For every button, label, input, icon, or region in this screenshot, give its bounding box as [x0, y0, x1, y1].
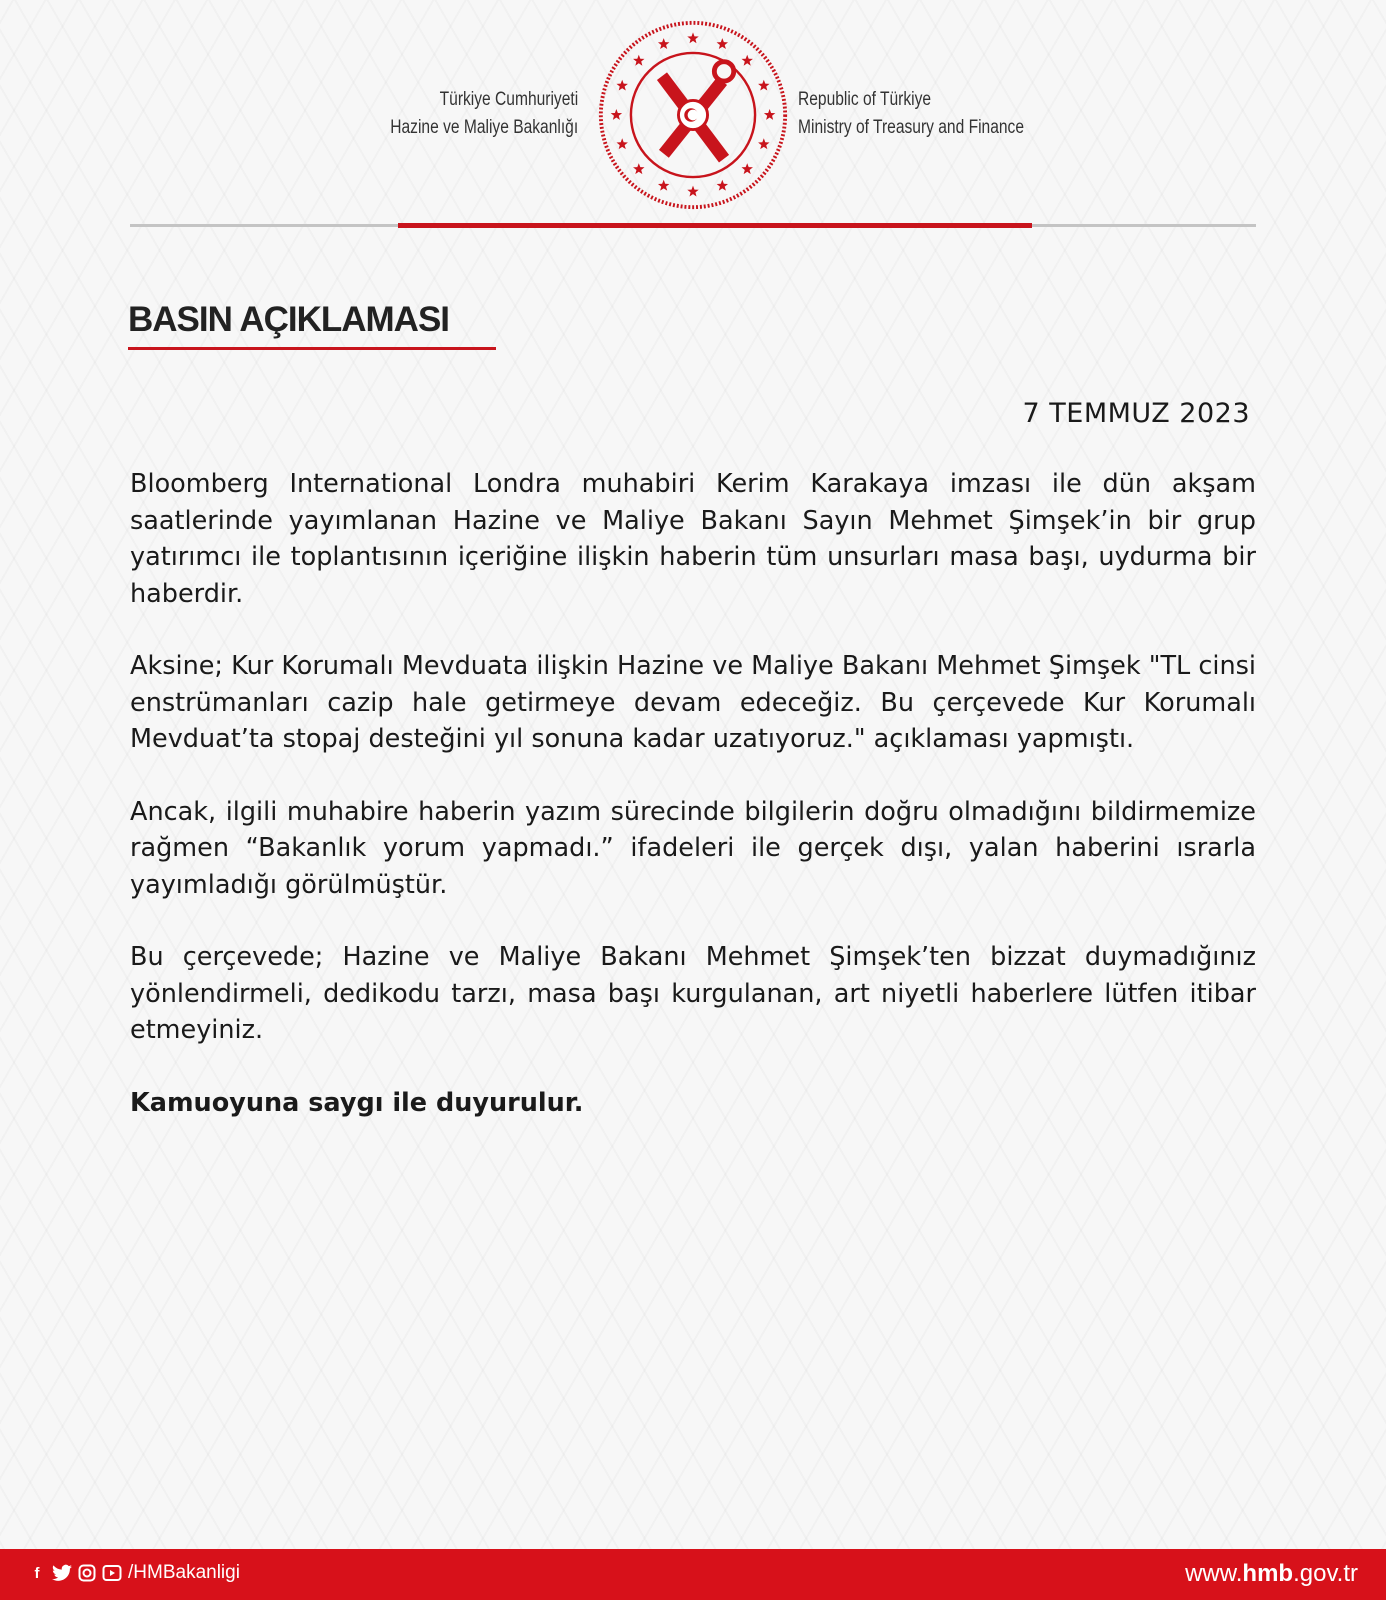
star-icon — [616, 80, 627, 91]
star-icon — [658, 38, 669, 49]
social-handle[interactable]: /HMBakanligi — [128, 1562, 240, 1583]
star-icon — [611, 109, 622, 120]
ministry-tr-line1: Türkiye Cumhuriyeti — [439, 89, 578, 110]
website-suffix: .gov.tr — [1293, 1560, 1358, 1587]
website-domain: hmb — [1242, 1560, 1294, 1587]
star-icon — [764, 109, 775, 120]
website-prefix: www. — [1185, 1560, 1243, 1587]
footer-bar — [0, 1549, 1386, 1600]
page-title: BASIN AÇIKLAMASI — [128, 300, 450, 339]
star-icon — [758, 138, 769, 149]
ministry-en-line1: Republic of Türkiye — [798, 89, 932, 110]
website-link[interactable] — [1185, 1560, 1358, 1588]
star-icon — [717, 38, 728, 49]
star-icon — [616, 138, 627, 149]
closing-statement: Kamuoyuna saygı ile duyurulur. — [130, 1087, 584, 1118]
star-icon — [742, 55, 753, 66]
paragraph: Ancak, ilgili muhabire haberin yazım sürecinde bilgilerin doğru olmadığını bildirmemize rağmen “Bakanlık yorum yapmadı.” ifadeleri ile gerçek dışı, yalan haberini ısrarla yayımladığı görülmüştür. — [130, 796, 1256, 900]
press-release-body — [130, 466, 1256, 1157]
star-icon — [717, 180, 728, 191]
header-divider-accent — [398, 223, 1032, 228]
ministry-name-en — [798, 86, 1024, 142]
facebook-icon[interactable]: f — [34, 1564, 40, 1582]
release-date: 7 TEMMUZ 2023 — [1022, 398, 1250, 429]
star-icon — [633, 55, 644, 66]
paragraph: Bloomberg International Londra muhabiri Kerim Karakaya imzası ile dün akşam saatlerinde yayımlanan Hazine ve Maliye Bakanı Sayın Mehmet Şimşek’in bir grup yatırımcı ile toplantısının içeriğine ilişkin haberin tüm unsurları masa başı, uydurma bir haberdir. — [130, 469, 1256, 609]
star-icon — [742, 163, 753, 174]
twitter-icon[interactable] — [52, 1564, 72, 1582]
social-links — [28, 1562, 240, 1584]
ministry-en-line2: Ministry of Treasury and Finance — [798, 117, 1025, 138]
paragraph: Aksine; Kur Korumalı Mevduata ilişkin Hazine ve Maliye Bakanı Mehmet Şimşek "TL cinsi enstrümanları cazip hale getirmeye devam edeceğiz. Bu çerçevede Kur Korumalı Mevduat’ta stopaj desteğini yıl sonuna kadar uzatıyoruz." açıklaması yapmıştı. — [130, 651, 1256, 754]
instagram-icon[interactable] — [78, 1564, 96, 1582]
ministry-emblem-logo — [596, 18, 790, 212]
star-icon — [658, 180, 669, 191]
ministry-name-tr — [390, 86, 578, 142]
paragraph: Bu çerçevede; Hazine ve Maliye Bakanı Mehmet Şimşek’ten bizzat duymadığınız yönlendirmeli, dedikodu tarzı, masa başı kurgulanan, art niyetli haberlere lütfen itibar etmeyiniz. — [130, 942, 1256, 1045]
star-icon — [687, 32, 698, 43]
title-underline — [128, 347, 496, 350]
star-icon — [687, 186, 698, 197]
star-icon — [633, 163, 644, 174]
star-icon — [758, 80, 769, 91]
youtube-icon[interactable] — [102, 1564, 122, 1582]
ministry-tr-line2: Hazine ve Maliye Bakanlığı — [390, 117, 578, 138]
